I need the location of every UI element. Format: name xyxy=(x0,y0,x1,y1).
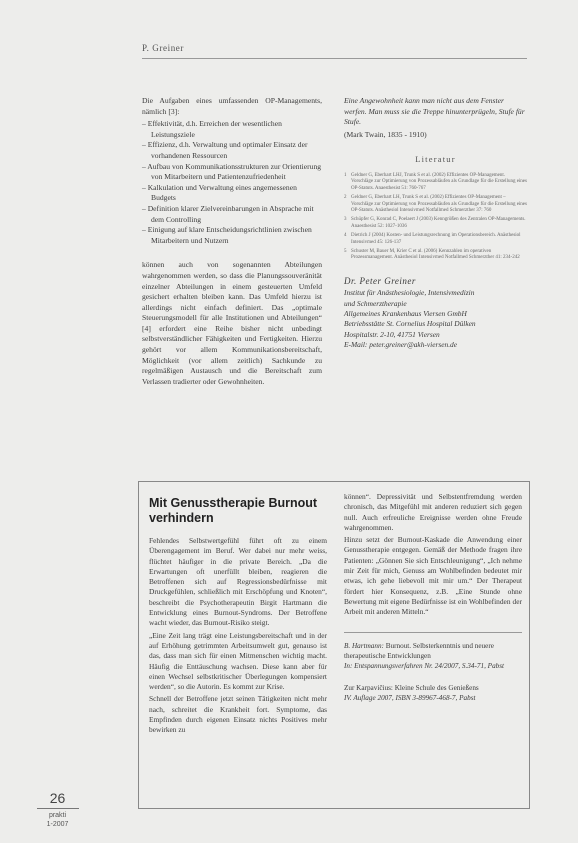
box-left-column xyxy=(149,492,327,738)
running-head: P. Greiner xyxy=(142,43,184,53)
reference-item: 4 Dietrich J (2004) Kosten- und Leistungsrechnung im Operationsbereich. Anästhesiol Intensivmed 45: 126-137 xyxy=(344,233,521,245)
reference-item: 5 Schuster M, Bauer M, Krier C et al. (2006) Kennzahlen im operativen Prozessmanagement. Anästhesiol Intensivmed Notfallmed Schmerzther 41: 234-242 xyxy=(344,249,520,261)
reference-item: 2 Geldner G, Eberhart LH, Trunk S et al. (2002) Effizientes OP-Management – Vorschläge zur Optimierung von Prozessabläufen als Grundlage für die Erstellung eines OP-Statuts. Anästhesiol Intensivmed Notfallmed Schmerzther 37: 760 xyxy=(344,195,527,213)
footer-rule xyxy=(37,808,79,809)
epigraph-quote: Eine Angewohnheit kann man nicht aus dem Fenster werfen. Man muss sie die Treppe hinunterprügeln, Stufe für Stufe. xyxy=(344,96,525,127)
left-column xyxy=(142,96,322,396)
list-item: – Definition klarer Zielvereinbarungen in Absprache mit dem Controlling xyxy=(142,203,314,224)
page-footer xyxy=(30,790,85,829)
book-reference: Zur Karpavičius: Kleine Schule des Genießens IV. Auflage 2007, ISBN 3-89967-468-7, Pabst xyxy=(344,683,479,702)
list-item: – Effizienz, d.h. Verwaltung und optimaler Einsatz der vorhandenen Ressourcen xyxy=(142,140,308,160)
box-paragraph: können“. Depressivität und Selbstentfremdung werden chronisch, das Mitgefühl mit anderen reduziert sich gegen null. Auch erfreuliche Ereignisse werden ohne Freude wahrgenommen. xyxy=(344,492,522,532)
author-name: Dr. Peter Greiner xyxy=(344,275,416,286)
address-line: Betriebsstätte St. Cornelius Hospital Dülken xyxy=(344,319,476,329)
journal-name: prakti xyxy=(48,812,67,819)
book-reference: B. Hartmann: Burnout. Selbsterkenntnis und neuere therapeutische Entwicklungen In: Entspannungsverfahren Nr. 24/2007, S.34-71, Pabst xyxy=(344,641,505,670)
literature-heading: Literatur xyxy=(415,154,456,165)
reference-item: 3 Schüpfer G, Konrad C, Poelaert J (2003) Kenngrößen des Zentralen OP-Managements. Anaesthesist 52: 1027-1036 xyxy=(344,217,526,229)
intro-paragraph: Die Aufgaben eines umfassenden OP-Managements, nämlich [3]: xyxy=(142,96,322,116)
list-item: – Einigung auf klare Entscheidungsrichtlinien zwischen Mitarbeitern und Nutzern xyxy=(142,225,312,245)
right-column xyxy=(344,96,527,351)
box-paragraph: Fehlendes Selbstwertgefühl führt oft zu einem Überengagement im Beruf. Wer dabei nur mehr weiss, flüchtet häufiger in die private Bereich. „Da die Erwartungen oft unerfüllt bleiben, reagieren die Betroffenen sich auf Regressionsbedürfnisse mit Druckgefühlen, schließlich mit Erschöpfung und Knoten“, beschreibt die Psychotherapeutin Birgit Hartmann die Entwicklung eines Burnout-Syndroms. Der Betroffene wacht wieder, das Burnout-Risiko steigt. xyxy=(149,536,327,628)
body-paragraph: können auch von sogenannten Abteilungen wahrgenommen werden, so dass die Planungssouveränität einzelner Abteilungen in einem gesteuerten Umfeld gesichert erhalten bleiben kann. Das Umfeld hierzu ist allerdings nicht einfach definiert. Das „optimale Steuerungsmodell für alle Institutionen und Abteilungen“ [4] erfordert eine Reihe bisher nicht unbedingt selbstverständlicher Fähigkeiten und Fertigkeiten. Hierzu gehört vor allem Kommunikationsbereitschaft, Möglichkeit (vor allem zeitlich) Sachkunde zu regelmäßigen Austausch und die Bereitschaft zum Verlassen tradierter oder Gewohnheiten. xyxy=(142,260,322,386)
quote-source: (Mark Twain, 1835 - 1910) xyxy=(344,129,427,139)
journal-issue: 1-2007 xyxy=(46,821,69,828)
email-line: E-Mail: peter.greiner@akh-viersen.de xyxy=(344,340,458,350)
header-rule xyxy=(142,58,527,59)
box-right-column xyxy=(344,492,522,715)
list-item: – Effektivität, d.h. Erreichen der wesentlichen Leistungsziele xyxy=(142,119,282,139)
author-address xyxy=(344,276,527,351)
box-title: Mit Genusstherapie Burnout verhindern xyxy=(149,496,318,525)
news-box xyxy=(138,481,530,809)
address-line: Hospitalstr. 2-10, 41751 Viersen xyxy=(344,329,440,339)
box-paragraph: „Eine Zeit lang trägt eine Leistungsbereitschaft und in der auf Erhöhung getrimmten Arbeitsumwelt gut, genauso ist das, dass man sich für einen Mitmenschen wichtig macht. Häufig die Enttäuschung wachsen. Diese kann aber für einen Wechsel selbstkritischer Überlegungen kompensiert werden“, so die Autorin. Es kommt zur Krise. xyxy=(149,630,327,692)
divider xyxy=(344,632,522,633)
reference-list xyxy=(344,173,527,262)
page-number: 26 xyxy=(49,790,66,806)
reference-item: 1 Geldner G, Eberhart LHJ, Trunk S et al. (2002) Effizientes OP-Management. Vorschläge zur Optimierung von Prozessabläufen als Grundlage für die Erstellung eines OP-Statuts. Anaesthesist 51: 760-767 xyxy=(344,172,527,191)
list-item: – Kalkulation und Verwaltung eines angemessenen Budgets xyxy=(142,182,297,203)
address-line: Institut für Anästhesiologie, Intensivmedizin xyxy=(344,288,475,298)
list-item: – Aufbau von Kommunikationsstrukturen zur Orientierung von Mitarbeitern und Patientenzufriedenheit xyxy=(142,161,322,182)
box-paragraph: Schnell der Betroffene jetzt seinen Tätigkeiten nicht mehr nach, schreitet die Krankheit fort. Symptome, das Empfinden durch eigenen Einsatz nichts Positives mehr bewirken zu xyxy=(149,694,327,735)
address-line: Allgemeines Krankenhaus Viersen GmbH xyxy=(344,309,467,319)
task-list xyxy=(142,119,322,246)
address-line: und Schmerztherapie xyxy=(344,298,407,308)
box-paragraph: Hinzu setzt der Burnout-Kaskade die Anwendung einer Genusstherapie entgegen. Gemäß der Methode fragen ihre Patienten: „Gönnen Sie sich Entschleunigung“, „Ich nehme mir Zeit für mich, Genuss am Wohlbefinden bedeutet mir etwas, ich gehe liebevoll mit mir um.“ Der Therapeut fördert hier Konsequenz, z.B. „Eine Stunde ohne Bewertung mit eigene Bedürfnisse ist ein Wohlbefinden der Arbeit mit anderen Mitteln.“ xyxy=(344,535,522,617)
